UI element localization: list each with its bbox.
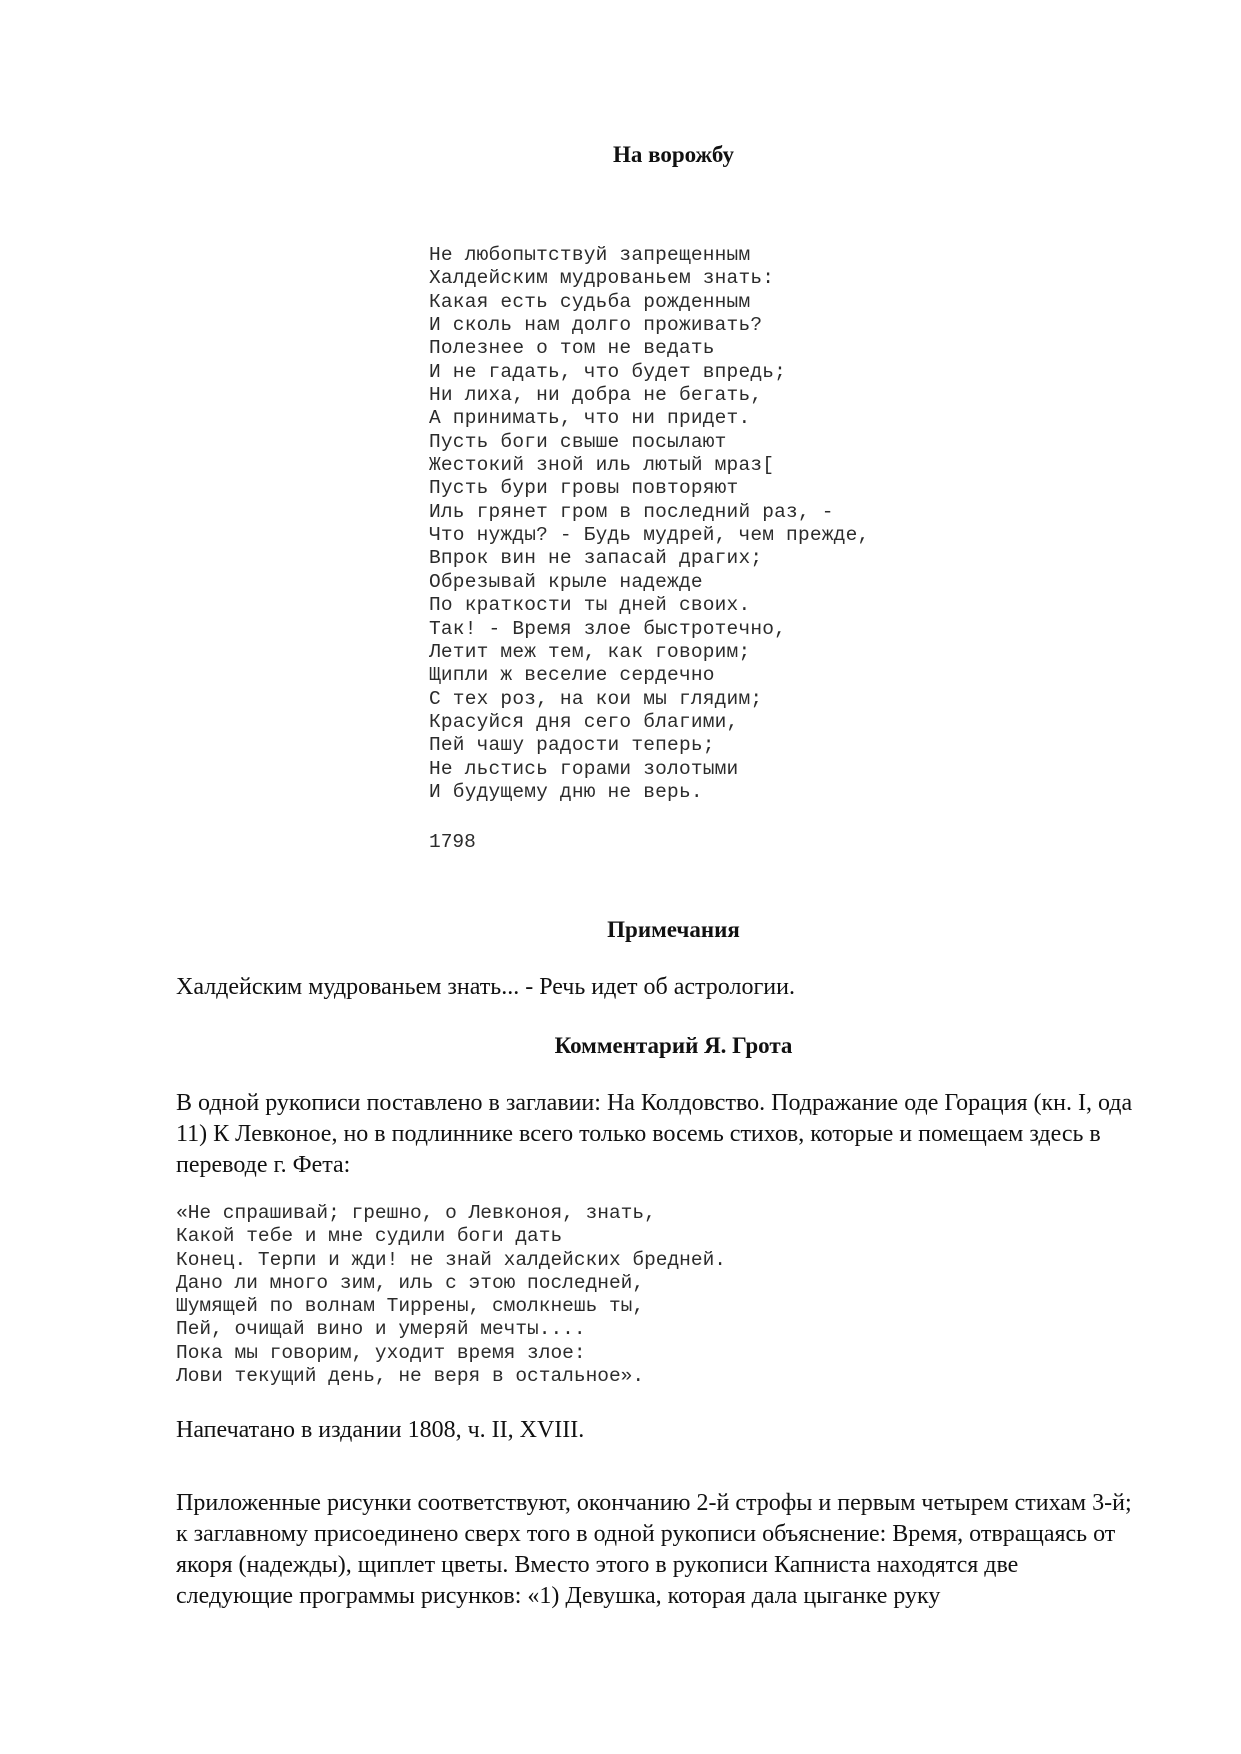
quote-line: Какой тебе и мне судили боги дать <box>176 1225 563 1248</box>
commentary-intro-paragraph: В одной рукописи поставлено в заглавии: На Колдовство. Подражание оде Горация (кн. I, ода 11) К Левконое, но в подлиннике всего только восемь стихов, которые и помещаем здесь в переводе г. Фета: <box>176 1090 1133 1178</box>
poem-line: Впрок вин не запасай драгих; <box>429 547 763 570</box>
poem-line: По краткости ты дней своих. <box>429 594 751 617</box>
quote-line: Лови текущий день, не веря в остальное». <box>176 1365 645 1388</box>
notes-heading: Примечания <box>607 917 740 942</box>
poem-line: Красуйся дня сего благими, <box>429 710 739 733</box>
poem-title: На ворожбу <box>612 142 735 167</box>
quote-line: Шумящей по волнам Тиррены, смолкнешь ты, <box>176 1295 645 1318</box>
commentary-heading: Комментарий Я. Грота <box>554 1033 793 1058</box>
poem-line: Что нужды? - Будь мудрей, чем прежде, <box>429 524 870 547</box>
poem-line: И сколь нам долго проживать? <box>429 314 763 337</box>
poem-line: И будущему дню не верь. <box>429 780 703 803</box>
poem-line: Щипли ж веселие сердечно <box>429 664 715 687</box>
drawings-paragraph: Приложенные рисунки соответствуют, окончанию 2-й строфы и первым четырем стихам 3-й; к заглавному присоединено сверх того в одной рукописи объяснение: Время, отвращаясь от якоря (надежды), щиплет цветы. Вместо этого в рукописи Капниста находятся две следующие программы рисунков: «1) Девушка, которая дала цыганке руку <box>176 1490 1132 1609</box>
poem-line: Пусть боги свыше посылают <box>429 430 727 453</box>
poem-line: А принимать, что ни придет. <box>429 407 751 430</box>
quote-line: Конец. Терпи и жди! не знай халдейских бредней. <box>176 1248 726 1271</box>
poem-line: С тех роз, на кои мы глядим; <box>429 687 763 710</box>
quote-line: Пей, очищай вино и умеряй мечты.... <box>176 1318 586 1341</box>
poem-line: Халдейским мудрованьем знать: <box>429 267 775 290</box>
poem-line: И не гадать, что будет впредь; <box>429 360 787 383</box>
poem-year: 1798 <box>429 831 476 853</box>
quote-line: Пока мы говорим, уходит время злое: <box>176 1341 586 1364</box>
poem-line: Так! - Время злое быстротечно, <box>429 617 787 640</box>
quote-line: «Не спрашивай; грешно, о Левконоя, знать, <box>176 1202 656 1224</box>
poem-line: Летит меж тем, как говорим; <box>429 640 751 663</box>
poem-line: Какая есть судьба рожденным <box>429 290 751 313</box>
translation-quote <box>176 1202 726 1388</box>
poem-text <box>429 244 869 804</box>
poem-line: Жестокий зной иль лютый мраз[ <box>429 454 775 477</box>
poem-line: Не льстись горами золотыми <box>429 757 739 780</box>
poem-line: Пей чашу радости теперь; <box>429 734 715 757</box>
note-paragraph: Халдейским мудрованьем знать... - Речь идет об астрологии. <box>176 974 795 1000</box>
poem-line: Полезнее о том не ведать <box>429 337 715 360</box>
poem-line: Не любопытствуй запрещенным <box>429 244 751 266</box>
quote-line: Дано ли много зим, иль с этою последней, <box>176 1271 645 1294</box>
poem-line: Пусть бури гровы повторяют <box>429 477 739 500</box>
publication-note: Напечатано в издании 1808, ч. II, XVIII. <box>176 1417 585 1443</box>
poem-line: Обрезывай крыле надежде <box>429 570 703 593</box>
poem-line: Ни лиха, ни добра не бегать, <box>429 384 763 407</box>
poem-line: Иль грянет гром в последний раз, - <box>429 500 834 523</box>
